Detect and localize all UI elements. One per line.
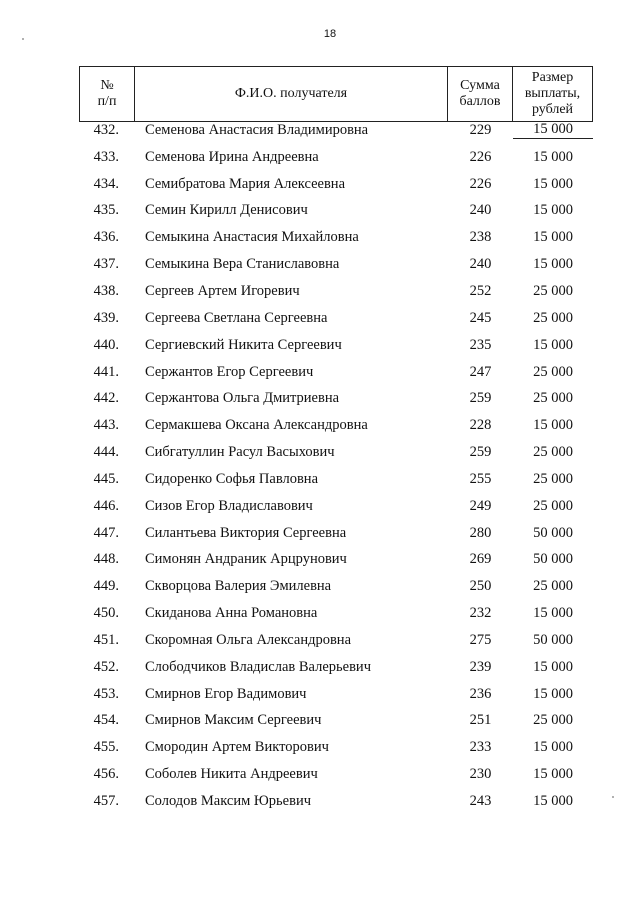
row-number: 437. [93, 256, 119, 273]
row-number: 457. [93, 793, 119, 810]
recipient-name: Семенова Ирина Андреевна [145, 148, 319, 165]
page-number: 18 [323, 28, 337, 40]
recipient-name: Силантьева Виктория Сергеевна [145, 524, 347, 541]
score-sum: 233 [469, 739, 492, 756]
recipient-name: Семенова Анастасия Владимировна [145, 121, 369, 138]
recipient-name: Соболев Никита Андреевич [145, 766, 318, 783]
score-sum: 236 [469, 685, 492, 702]
recipient-name: Сержантова Ольга Дмитриевна [145, 390, 340, 407]
score-sum: 239 [469, 658, 492, 675]
score-sum: 255 [469, 470, 492, 487]
table-row [79, 198, 593, 225]
recipient-name: Семин Кирилл Денисович [145, 202, 308, 219]
payment-amount: 15 000 [533, 766, 573, 783]
recipient-name: Сизов Егор Владиславович [145, 497, 313, 514]
recipient-name: Сибгатуллин Расул Васыхович [145, 444, 335, 461]
row-number: 449. [93, 578, 119, 595]
row-number: 456. [93, 766, 119, 783]
recipient-name: Солодов Максим Юрьевич [145, 793, 312, 810]
row-number: 451. [93, 631, 119, 648]
score-sum: 243 [469, 793, 492, 810]
payment-amount: 15 000 [533, 336, 573, 353]
recipient-name: Смирнов Егор Вадимович [145, 685, 307, 702]
score-sum: 238 [469, 229, 492, 246]
table-row [79, 385, 593, 412]
row-number: 445. [93, 470, 119, 487]
score-sum: 235 [469, 336, 492, 353]
row-number: 440. [93, 336, 119, 353]
recipient-name: Семыкина Анастасия Михайловна [145, 229, 359, 246]
payment-amount: 25 000 [533, 309, 573, 326]
score-sum: 252 [469, 282, 492, 299]
table-row [79, 359, 593, 386]
table-row [79, 278, 593, 305]
table-row [79, 708, 593, 735]
row-number: 455. [93, 739, 119, 756]
score-sum: 230 [469, 766, 492, 783]
payment-amount: 50 000 [533, 551, 573, 568]
recipient-name: Семыкина Вера Станиславовна [145, 256, 340, 273]
row-number: 442. [93, 390, 119, 407]
row-number: 447. [93, 524, 119, 541]
header-score: Сумма баллов [447, 67, 512, 121]
recipient-name: Смирнов Максим Сергеевич [145, 712, 322, 729]
row-number: 443. [93, 417, 119, 434]
row-number: 432. [93, 121, 119, 138]
payment-amount: 15 000 [533, 175, 573, 192]
payment-amount: 25 000 [533, 363, 573, 380]
payment-amount: 15 000 [533, 658, 573, 675]
row-number: 446. [93, 497, 119, 514]
score-sum: 232 [469, 605, 492, 622]
row-number: 444. [93, 444, 119, 461]
recipient-name: Сидоренко Софья Павловна [145, 470, 319, 487]
table-row [79, 144, 593, 171]
payment-amount: 25 000 [533, 390, 573, 407]
scan-speck [612, 796, 614, 798]
recipient-name: Сермакшева Оксана Александровна [145, 417, 368, 434]
payment-amount: 15 000 [533, 605, 573, 622]
payment-amount: 50 000 [533, 524, 573, 541]
row-number: 453. [93, 685, 119, 702]
score-sum: 269 [469, 551, 492, 568]
payment-amount: 15 000 [533, 148, 573, 165]
payment-amount: 50 000 [533, 631, 573, 648]
table-row [79, 493, 593, 520]
payment-amount: 15 000 [533, 417, 573, 434]
row-number: 441. [93, 363, 119, 380]
row-number: 436. [93, 229, 119, 246]
table-row [79, 412, 593, 439]
payment-amount: 25 000 [533, 497, 573, 514]
score-sum: 240 [469, 202, 492, 219]
table-row [79, 224, 593, 251]
score-sum: 251 [469, 712, 492, 729]
payment-amount: 15 000 [533, 739, 573, 756]
score-sum: 245 [469, 309, 492, 326]
row-number: 434. [93, 175, 119, 192]
table-row [79, 681, 593, 708]
recipient-name: Сержантов Егор Сергеевич [145, 363, 314, 380]
score-sum: 229 [469, 121, 492, 138]
table-row [79, 305, 593, 332]
score-sum: 249 [469, 497, 492, 514]
payment-amount: 25 000 [533, 712, 573, 729]
table-row [79, 600, 593, 627]
row-number: 448. [93, 551, 119, 568]
score-sum: 259 [469, 444, 492, 461]
payment-amount: 15 000 [533, 793, 573, 810]
table-row [79, 332, 593, 359]
table-row [79, 251, 593, 278]
table-row [79, 654, 593, 681]
score-sum: 275 [469, 631, 492, 648]
recipient-name: Слободчиков Владислав Валерьевич [145, 658, 371, 675]
payment-amount: 25 000 [533, 470, 573, 487]
table-row [79, 171, 593, 198]
recipient-name: Смородин Артем Викторович [145, 739, 329, 756]
recipient-name: Скворцова Валерия Эмилевна [145, 578, 332, 595]
score-sum: 226 [469, 148, 492, 165]
payment-amount: 15 000 [513, 121, 593, 139]
header-name: Ф.И.О. получателя [134, 67, 447, 121]
table-row [79, 627, 593, 654]
row-number: 433. [93, 148, 119, 165]
table-row [79, 573, 593, 600]
score-sum: 280 [469, 524, 492, 541]
table-row [79, 788, 593, 815]
table-row [79, 734, 593, 761]
table-row [79, 117, 593, 144]
table-header [79, 66, 593, 122]
payment-amount: 25 000 [533, 282, 573, 299]
payment-amount: 25 000 [533, 444, 573, 461]
payment-amount: 15 000 [533, 256, 573, 273]
payment-amount: 15 000 [533, 685, 573, 702]
table-body [79, 117, 593, 815]
row-number: 450. [93, 605, 119, 622]
recipient-name: Семибратова Мария Алексеевна [145, 175, 346, 192]
score-sum: 247 [469, 363, 492, 380]
recipient-name: Сергиевский Никита Сергеевич [145, 336, 342, 353]
recipient-name: Скиданова Анна Романовна [145, 605, 318, 622]
recipient-name: Скоромная Ольга Александровна [145, 631, 352, 648]
table-row [79, 466, 593, 493]
row-number: 435. [93, 202, 119, 219]
recipient-name: Сергеев Артем Игоревич [145, 282, 300, 299]
payment-amount: 15 000 [533, 229, 573, 246]
table-row [79, 761, 593, 788]
score-sum: 259 [469, 390, 492, 407]
payment-amount: 15 000 [533, 202, 573, 219]
score-sum: 228 [469, 417, 492, 434]
payment-amount: 25 000 [533, 578, 573, 595]
table-row [79, 520, 593, 547]
row-number: 454. [93, 712, 119, 729]
recipient-name: Симонян Андраник Арцрунович [145, 551, 347, 568]
score-sum: 250 [469, 578, 492, 595]
table-row [79, 547, 593, 574]
table-row [79, 439, 593, 466]
score-sum: 226 [469, 175, 492, 192]
row-number: 452. [93, 658, 119, 675]
row-number: 438. [93, 282, 119, 299]
header-num: № п/п [97, 78, 117, 109]
score-sum: 240 [469, 256, 492, 273]
row-number: 439. [93, 309, 119, 326]
header-payment: Размер выплаты, рублей [512, 67, 592, 121]
recipient-name: Сергеева Светлана Сергеевна [145, 309, 328, 326]
